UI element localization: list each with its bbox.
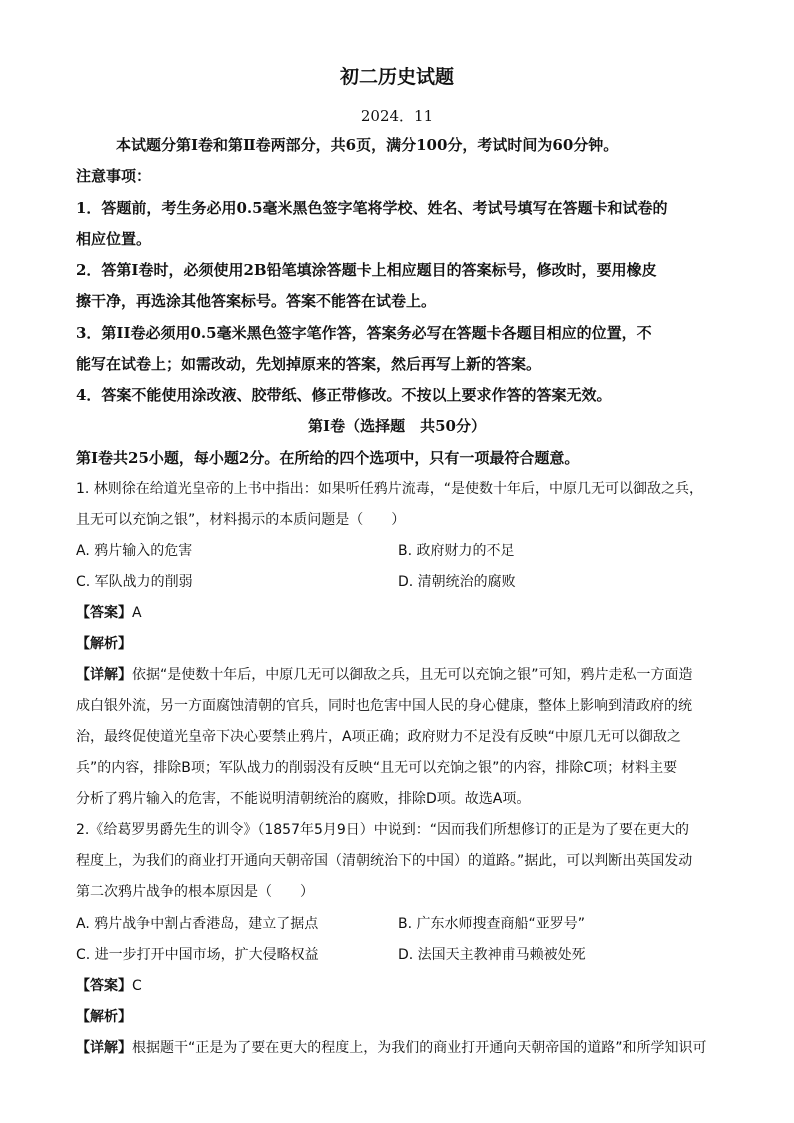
question-stem: 程度上，为我们的商业打开通向天朝帝国（清朝统治下的中国）的道路。”据此，可以判断出英国发动 bbox=[76, 853, 693, 869]
exam-date: 2024．11 bbox=[360, 107, 434, 125]
notice-line: 2．答第Ⅰ卷时，必须使用2B铅笔填涂答题卡上相应题目的答案标号，修改时，要用橡皮 bbox=[76, 261, 657, 279]
notice-line: 能写在试卷上；如需改动，先划掉原来的答案，然后再写上新的答案。 bbox=[76, 355, 542, 373]
notice-line: 4．答案不能使用涂改液、胶带纸、修正带修改。不按以上要求作答的答案无效。 bbox=[76, 386, 612, 404]
notice-line: 3．第II卷必须用0.5毫米黑色签字笔作答，答案务必写在答题卡各题目相应的位置，不 bbox=[76, 324, 652, 342]
option-b: B. 政府财力的不足 bbox=[398, 543, 515, 559]
notice-heading: 注意事项： bbox=[76, 167, 152, 185]
option-a: A. 鸦片战争中割占香港岛，建立了据点 bbox=[76, 916, 319, 932]
notice-line: 1．答题前，考生务必用0.5毫米黑色签字笔将学校、姓名、考试号填写在答题卡和试卷的 bbox=[76, 199, 668, 217]
notice-line: 擦干净，再选涂其他答案标号。答案不能答在试卷上。 bbox=[76, 292, 437, 310]
exam-intro: 本试题分第Ⅰ卷和第Ⅱ卷两部分，共6页，满分100分，考试时间为60分钟。 bbox=[116, 136, 619, 154]
detail-tag: 【详解】 bbox=[76, 667, 132, 683]
detail-line: 分析了鸦片输入的危害，不能说明清朝统治的腐败，排除D项。故选A项。 bbox=[76, 791, 531, 807]
detail-line bbox=[76, 1037, 718, 1059]
answer-tag: 【答案】 bbox=[76, 978, 132, 994]
question-stem: 第二次鸦片战争的根本原因是（ ） bbox=[76, 884, 314, 900]
question-stem: 2.《给葛罗男爵先生的训令》（1857年5月9日）中说到：“因而我们所想修订的正是为了要在更大的 bbox=[76, 822, 690, 838]
question-stem: 1. 林则徐在给道光皇帝的上书中指出：如果听任鸦片流毒，“是使数十年后，中原几无可以御敌之兵， bbox=[76, 481, 704, 497]
detail-tag: 【详解】 bbox=[76, 1040, 132, 1056]
notice-line: 相应位置。 bbox=[76, 230, 152, 248]
detail-line: 治，最终促使道光皇帝下决心要禁止鸦片，A项正确；政府财力不足没有反映“中原几无可以御敌之 bbox=[76, 729, 681, 745]
answer-tag: 【答案】 bbox=[76, 605, 132, 621]
page-title: 初二历史试题 bbox=[339, 66, 454, 88]
option-b: B. 广东水师搜查商船“亚罗号” bbox=[398, 916, 586, 932]
detail-line: 兵”的内容，排除B项；军队战力的削弱没有反映“且无可以充饷之银”的内容，排除C项；材料主要 bbox=[76, 760, 678, 776]
option-d: D. 法国天主教神甫马赖被处死 bbox=[398, 947, 586, 963]
answer-line bbox=[76, 975, 718, 997]
question-stem: 且无可以充饷之银”，材料揭示的本质问题是（ ） bbox=[76, 512, 406, 528]
detail-line bbox=[76, 664, 718, 686]
detail-line: 成白银外流，另一方面腐蚀清朝的官兵，同时也危害中国人民的身心健康，整体上影响到清政府的统 bbox=[76, 698, 692, 714]
detail-text: 根据题干“正是为了要在更大的程度上，为我们的商业打开通向天朝帝国的道路”和所学知识可 bbox=[132, 1040, 707, 1056]
answer-value: A bbox=[132, 605, 142, 621]
section-heading: 第Ⅰ卷（选择题 共50分） bbox=[308, 417, 486, 435]
answer-line bbox=[76, 602, 718, 624]
option-c: C. 进一步打开中国市场，扩大侵略权益 bbox=[76, 947, 319, 963]
option-c: C. 军队战力的削弱 bbox=[76, 574, 193, 590]
answer-value: C bbox=[132, 978, 142, 994]
analysis-tag: 【解析】 bbox=[76, 1009, 132, 1025]
section-instruction: 第Ⅰ卷共25小题，每小题2分。在所给的四个选项中，只有一项最符合题意。 bbox=[76, 449, 580, 467]
detail-text: 依据“是使数十年后，中原几无可以御敌之兵，且无可以充饷之银”可知，鸦片走私一方面造 bbox=[132, 667, 693, 683]
analysis-tag: 【解析】 bbox=[76, 636, 132, 652]
option-d: D. 清朝统治的腐败 bbox=[398, 574, 516, 590]
option-a: A. 鸦片输入的危害 bbox=[76, 543, 193, 559]
